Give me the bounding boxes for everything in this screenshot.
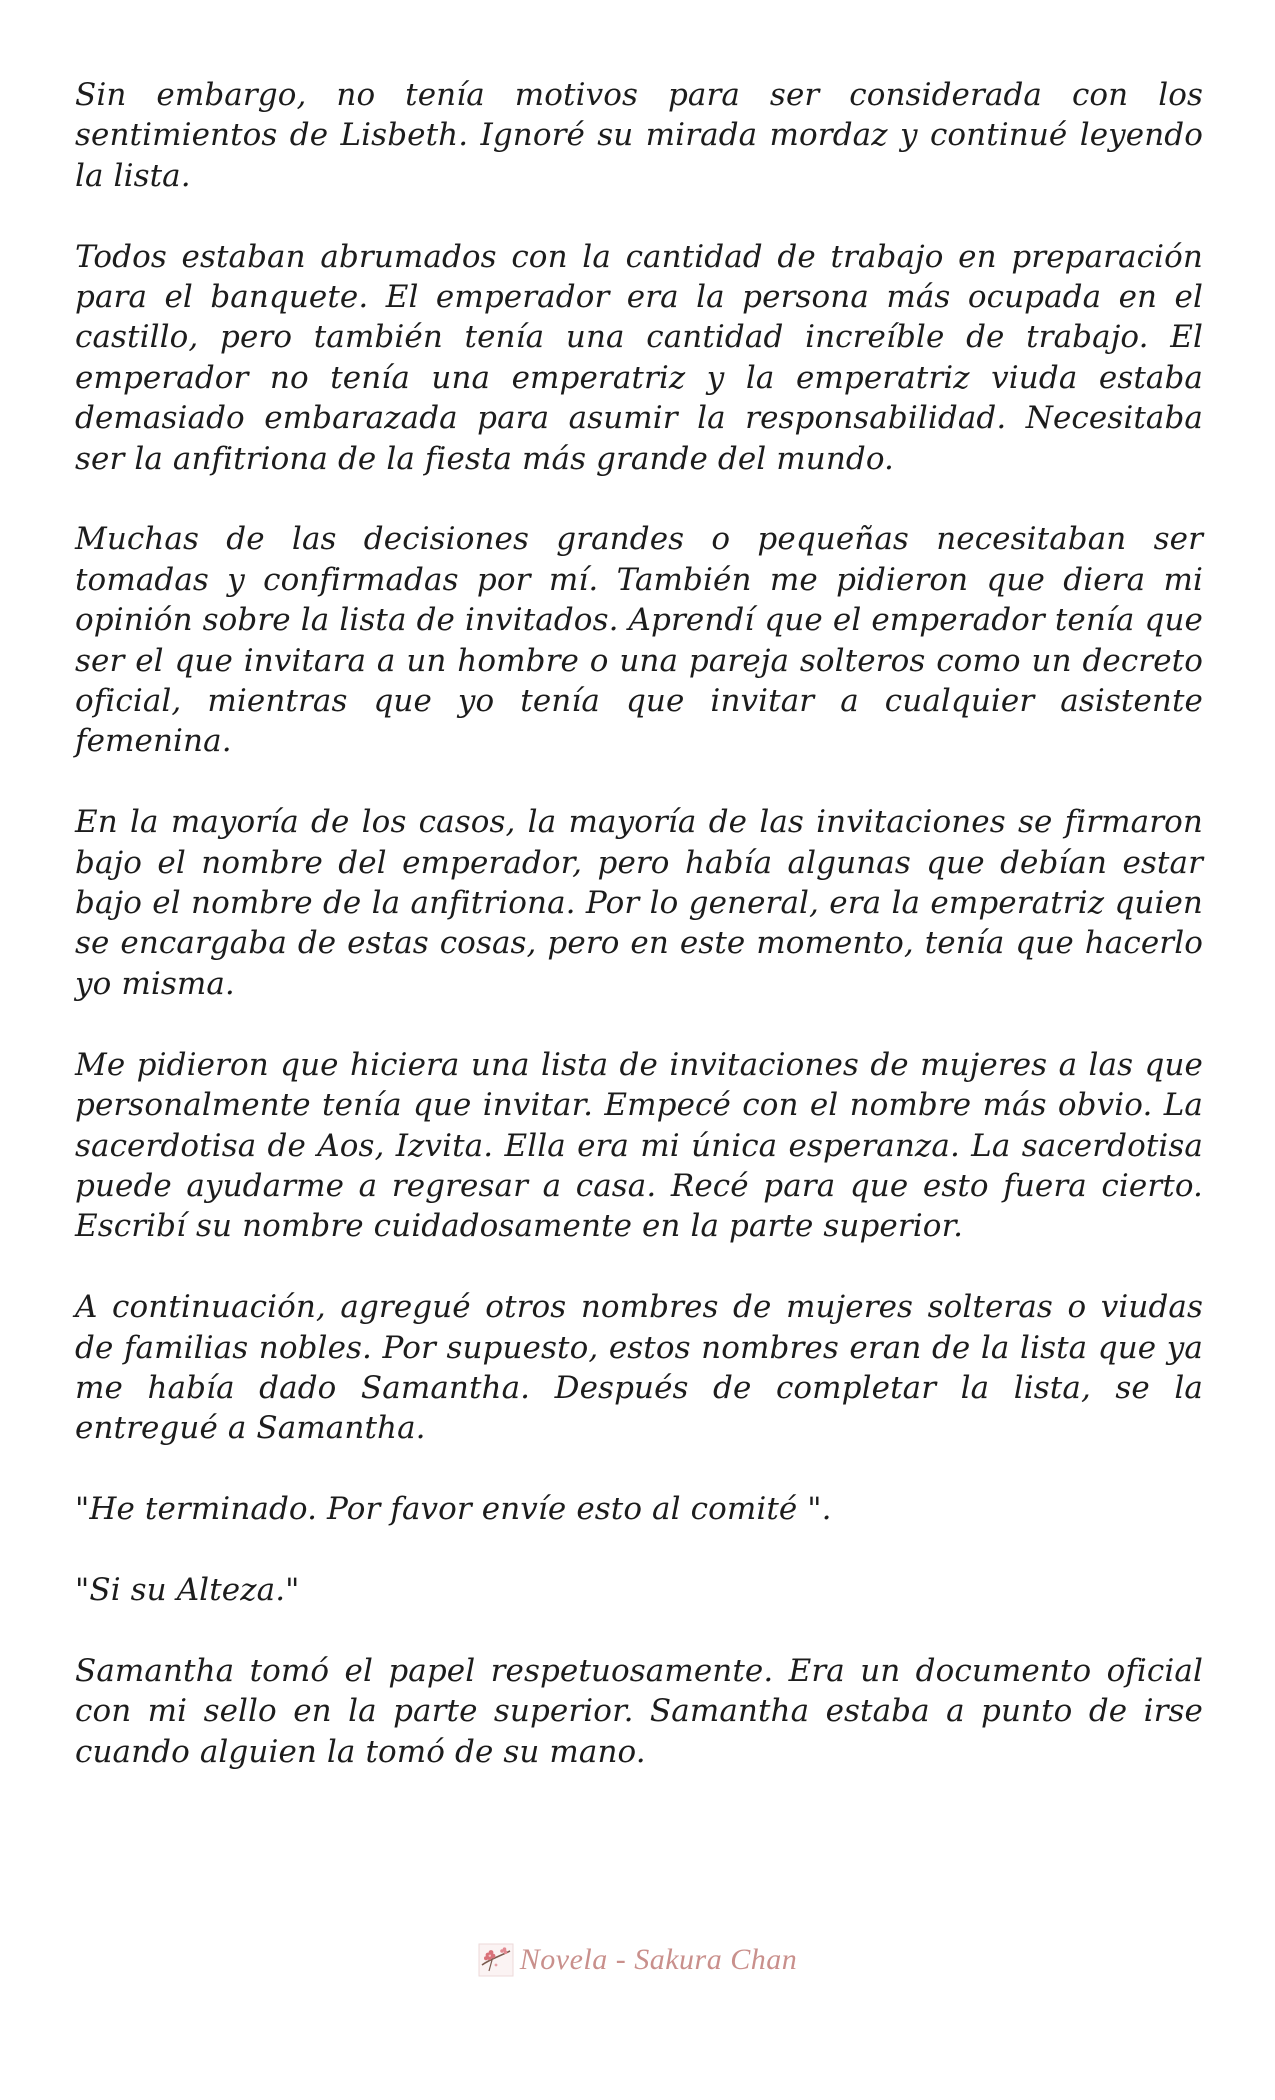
paragraph-4: En la mayoría de los casos, la mayoría de las invitaciones se firmaron bajo el nombre del emperador, pero había algunas que debían estar bajo el nombre de la anfitriona. Por lo general, era la emperatriz quien se encargaba de estas cosas, pero en este momento, tenía que hacerlo yo misma. — [75, 804, 1203, 1002]
sakura-flower-icon — [478, 1943, 514, 1977]
paragraph-7: Samantha tomó el papel respetuosamente. Era un documento oficial con mi sello en la parte superior. Samantha estaba a punto de irse cuando alguien la tomó de su mano. — [75, 1652, 1203, 1770]
watermark-text: Novela - Sakura Chan — [519, 1943, 798, 1976]
document-body — [75, 75, 1203, 1812]
paragraph-6: A continuación, agregué otros nombres de mujeres solteras o viudas de familias nobles. Por supuesto, estos nombres eran de la lista que ya me había dado Samantha. Después de completar la lista, se la entregué a Samantha. — [75, 1289, 1203, 1447]
watermark-group — [478, 1943, 797, 1977]
footer-watermark — [0, 1935, 1275, 1985]
paragraph-3: Muchas de las decisiones grandes o pequeñas necesitaban ser tomadas y confirmadas por mí. También me pidieron que diera mi opinión sobre la lista de invitados. Aprendí que el emperador tenía que ser el que invitara a un hombre o una pareja solteros como un decreto oficial, mientras que yo tenía que invitar a cualquier asistente femenina. — [75, 521, 1203, 760]
paragraph-2: Todos estaban abrumados con la cantidad de trabajo en preparación para el banquete. El emperador era la persona más ocupada en el castillo, pero también tenía una cantidad increíble de trabajo. El emperador no tenía una emperatriz y la emperatriz viuda estaba demasiado embarazada para asumir la responsabilidad. Necesitaba ser la anfitriona de la fiesta más grande del mundo. — [75, 238, 1203, 477]
dialogue-2: "Si su Alteza." — [75, 1571, 300, 1608]
paragraph-5: Me pidieron que hiciera una lista de invitaciones de mujeres a las que personalmente tenía que invitar. Empecé con el nombre más obvio. La sacerdotisa de Aos, Izvita. Ella era mi única esperanza. La sacerdotisa puede ayudarme a regresar a casa. Recé para que esto fuera cierto. Escribí su nombre cuidadosamente en la parte superior. — [75, 1046, 1203, 1245]
dialogue-1: "He terminado. Por favor envíe esto al comité ". — [75, 1491, 832, 1528]
paragraph-1: Sin embargo, no tenía motivos para ser considerada con los sentimientos de Lisbeth. Ignoré su mirada mordaz y continué leyendo la lista. — [75, 77, 1203, 194]
